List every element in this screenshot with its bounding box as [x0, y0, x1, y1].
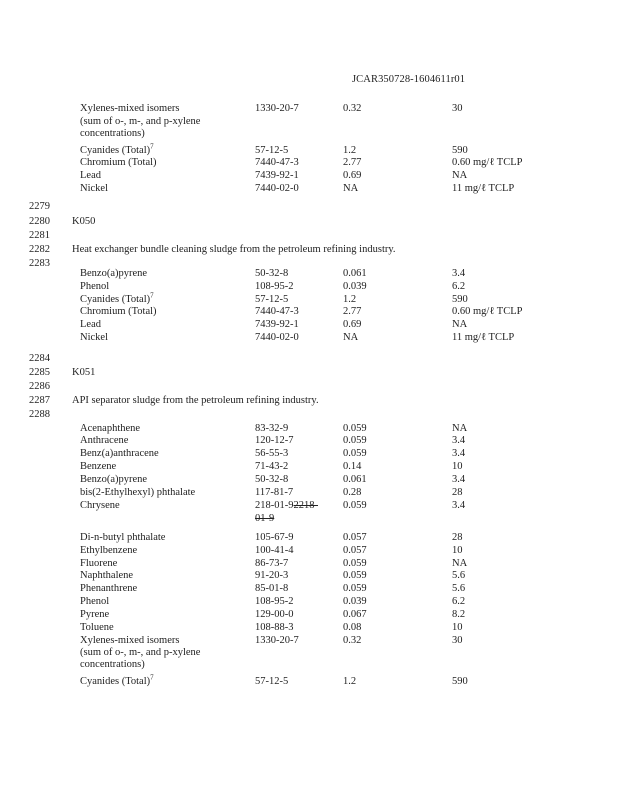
wastewater-standard: 0.039 — [343, 281, 367, 292]
wastewater-standard: 0.057 — [343, 545, 367, 556]
constituent-name — [80, 609, 109, 620]
line-number: 2286 — [29, 381, 50, 392]
cas-number-text: 56-55-3 — [255, 448, 289, 459]
cas-number — [255, 448, 288, 459]
cas-number — [255, 157, 299, 168]
constituent-name — [80, 183, 108, 194]
nonwastewater-standard: NA — [452, 558, 468, 569]
cas-number-text: 108-95-2 — [255, 596, 294, 607]
cas-number — [255, 635, 299, 646]
waste-description-k051: API separator sludge from the petroleum refining industry. — [72, 395, 319, 406]
constituent-name — [80, 647, 200, 658]
table-row — [80, 673, 620, 688]
cas-number — [255, 583, 288, 594]
constituent-name-text: Xylenes-mixed isomers — [80, 103, 180, 114]
constituent-name-text: Lead — [80, 170, 101, 181]
constituent-name-text: (sum of o-, m-, and p-xylene — [80, 647, 201, 658]
table-row — [80, 306, 620, 318]
cas-number — [255, 103, 299, 114]
constituent-name-text: Chrysene — [80, 500, 120, 511]
constituent-name-text: Phenol — [80, 281, 110, 292]
table-row — [80, 423, 620, 435]
line-number: 2282 — [29, 244, 50, 255]
wastewater-standard: 0.69 — [343, 319, 362, 330]
wastewater-standard: 0.059 — [343, 570, 367, 581]
cas-number-text: 108-95-2 — [255, 281, 294, 292]
cas-number — [255, 570, 288, 581]
cas-number-text: 108-88-3 — [255, 622, 294, 633]
table-row — [80, 532, 620, 544]
table-row — [80, 435, 620, 447]
struck-cas-number: 2218- — [293, 500, 318, 511]
cas-number — [255, 676, 288, 687]
constituent-name-text: Acenaphthene — [80, 423, 141, 434]
table-row — [80, 570, 620, 582]
cas-number-text: 57-12-5 — [255, 676, 289, 687]
cas-number-text: 57-12-5 — [255, 145, 289, 156]
constituent-name — [80, 659, 145, 670]
table-row — [80, 103, 620, 115]
cas-number-text: 7439-92-1 — [255, 319, 299, 330]
table-row — [80, 319, 620, 331]
constituent-name-text: Benzo(a)pyrene — [80, 268, 148, 279]
line-number: 2287 — [29, 395, 50, 406]
constituent-name — [80, 116, 200, 127]
cas-number-text: 120-12-7 — [255, 435, 294, 446]
struck-cas-number: 01-9 — [255, 513, 275, 524]
cas-number-text: 50-32-8 — [255, 268, 289, 279]
constituent-name-text: Pyrene — [80, 609, 110, 620]
cas-number-text: 218-01-9 — [255, 500, 294, 511]
wastewater-standard: 0.059 — [343, 500, 367, 511]
constituent-name — [80, 448, 159, 459]
constituent-name — [80, 128, 145, 139]
constituent-name-text: Cyanides (Total) — [80, 676, 151, 687]
nonwastewater-standard: 10 — [452, 461, 463, 472]
wastewater-standard: 0.039 — [343, 596, 367, 607]
cas-number-text: 7439-92-1 — [255, 170, 299, 181]
table-row — [80, 545, 620, 557]
cas-number — [255, 294, 288, 305]
table-row — [80, 487, 620, 499]
nonwastewater-standard: NA — [452, 423, 468, 434]
constituent-name — [80, 673, 154, 687]
table-row — [80, 116, 620, 128]
wastewater-standard: 2.77 — [343, 157, 362, 168]
constituent-name — [80, 622, 114, 633]
footnote-marker: 7 — [150, 142, 154, 151]
table-row — [80, 448, 620, 460]
nonwastewater-standard: 6.2 — [452, 281, 466, 292]
constituent-name-text: Chromium (Total) — [80, 157, 157, 168]
wastewater-standard: 1.2 — [343, 145, 357, 156]
wastewater-standard: 2.77 — [343, 306, 362, 317]
cas-number — [255, 513, 274, 524]
cas-number — [255, 532, 294, 543]
nonwastewater-standard: 3.4 — [452, 474, 466, 485]
table-row — [80, 461, 620, 473]
nonwastewater-standard: 10 — [452, 545, 463, 556]
cas-number-text: 105-67-9 — [255, 532, 294, 543]
constituent-name — [80, 423, 140, 434]
constituent-name — [80, 268, 147, 279]
constituent-name-text: Nickel — [80, 332, 108, 343]
nonwastewater-standard: 30 — [452, 103, 463, 114]
waste-code-k050: K050 — [72, 216, 96, 227]
table-row — [80, 157, 620, 169]
constituent-name-text: Cyanides (Total) — [80, 294, 151, 305]
nonwastewater-standard: 0.60 mg/ℓ TCLP — [452, 306, 523, 317]
cas-number — [255, 609, 294, 620]
line-number: 2281 — [29, 230, 50, 241]
constituent-name-text: Di-n-butyl phthalate — [80, 532, 166, 543]
table-row — [80, 183, 620, 195]
cas-number — [255, 545, 294, 556]
constituent-name — [80, 532, 165, 543]
nonwastewater-standard: 3.4 — [452, 268, 466, 279]
constituent-name-text: Cyanides (Total) — [80, 145, 151, 156]
cas-number — [255, 435, 294, 446]
cas-number — [255, 423, 288, 434]
line-number: 2283 — [29, 258, 50, 269]
cas-number-text: 7440-47-3 — [255, 306, 299, 317]
cas-number — [255, 170, 299, 181]
cas-number-text: 85-01-8 — [255, 583, 289, 594]
cas-number-text: 86-73-7 — [255, 558, 289, 569]
cas-number-text: 7440-47-3 — [255, 157, 299, 168]
cas-number — [255, 558, 288, 569]
wastewater-standard: 0.32 — [343, 635, 362, 646]
constituent-name — [80, 170, 101, 181]
table-row — [80, 647, 620, 659]
nonwastewater-standard: 8.2 — [452, 609, 466, 620]
nonwastewater-standard: NA — [452, 170, 468, 181]
constituent-name — [80, 157, 157, 168]
cas-number-text: 83-32-9 — [255, 423, 289, 434]
table-row — [80, 500, 620, 512]
cas-number — [255, 281, 294, 292]
table-row — [80, 474, 620, 486]
table-row — [80, 170, 620, 182]
constituent-name — [80, 461, 116, 472]
constituent-name-text: Toluene — [80, 622, 114, 633]
wastewater-standard: 1.2 — [343, 676, 357, 687]
table-row — [80, 609, 620, 621]
line-number: 2279 — [29, 201, 50, 212]
table-row — [80, 635, 620, 647]
constituent-name — [80, 596, 109, 607]
nonwastewater-standard: 590 — [452, 294, 468, 305]
constituent-name-text: concentrations) — [80, 128, 145, 139]
wastewater-standard: 0.69 — [343, 170, 362, 181]
wastewater-standard: 0.059 — [343, 583, 367, 594]
constituent-name-text: concentrations) — [80, 659, 145, 670]
nonwastewater-standard: 5.6 — [452, 583, 466, 594]
constituent-name — [80, 291, 154, 305]
table-row — [80, 128, 620, 140]
cas-number — [255, 183, 299, 194]
nonwastewater-standard: 11 mg/ℓ TCLP — [452, 332, 515, 343]
wastewater-standard: 0.32 — [343, 103, 362, 114]
nonwastewater-standard: 6.2 — [452, 596, 466, 607]
cas-number — [255, 319, 299, 330]
constituent-name-text: Phenol — [80, 596, 110, 607]
nonwastewater-standard: 3.4 — [452, 435, 466, 446]
constituent-name-text: Benz(a)anthracene — [80, 448, 159, 459]
cas-number — [255, 461, 288, 472]
wastewater-standard: NA — [343, 183, 359, 194]
cas-number-text: 50-32-8 — [255, 474, 289, 485]
wastewater-standard: 0.28 — [343, 487, 362, 498]
constituent-name — [80, 558, 117, 569]
table-row — [80, 332, 620, 344]
nonwastewater-standard: 0.60 mg/ℓ TCLP — [452, 157, 523, 168]
cas-number-text: 1330-20-7 — [255, 635, 299, 646]
constituent-name-text: Fluorene — [80, 558, 118, 569]
table-row — [80, 281, 620, 293]
cas-number — [255, 596, 294, 607]
constituent-name — [80, 435, 128, 446]
nonwastewater-standard: 28 — [452, 487, 463, 498]
table-row — [80, 596, 620, 608]
table-row — [80, 513, 620, 525]
nonwastewater-standard: 28 — [452, 532, 463, 543]
table-row — [80, 268, 620, 280]
footnote-marker: 7 — [150, 291, 154, 300]
constituent-name-text: Benzene — [80, 461, 117, 472]
wastewater-standard: 0.059 — [343, 448, 367, 459]
cas-number-text: 71-43-2 — [255, 461, 289, 472]
wastewater-standard: 1.2 — [343, 294, 357, 305]
line-number: 2284 — [29, 353, 50, 364]
wastewater-standard: 0.059 — [343, 423, 367, 434]
constituent-name-text: Xylenes-mixed isomers — [80, 635, 180, 646]
constituent-name-text: bis(2-Ethylhexyl) phthalate — [80, 487, 196, 498]
cas-number — [255, 332, 299, 343]
constituent-name — [80, 332, 108, 343]
nonwastewater-standard: 30 — [452, 635, 463, 646]
table-row — [80, 558, 620, 570]
cas-number — [255, 306, 299, 317]
nonwastewater-standard: NA — [452, 319, 468, 330]
wastewater-standard: 0.067 — [343, 609, 367, 620]
footnote-marker: 7 — [150, 673, 154, 682]
nonwastewater-standard: 590 — [452, 676, 468, 687]
cas-number-text: 129-00-0 — [255, 609, 294, 620]
cas-number-text: 100-41-4 — [255, 545, 294, 556]
table-row — [80, 142, 620, 157]
table-row — [80, 622, 620, 634]
wastewater-standard: 0.059 — [343, 435, 367, 446]
constituent-name — [80, 142, 154, 156]
constituent-name-text: Anthracene — [80, 435, 129, 446]
table-row — [80, 659, 620, 671]
cas-number-text: 91-20-3 — [255, 570, 289, 581]
cas-number — [255, 500, 318, 511]
constituent-name — [80, 583, 137, 594]
constituent-name — [80, 474, 147, 485]
cas-number — [255, 487, 293, 498]
nonwastewater-standard: 5.6 — [452, 570, 466, 581]
constituent-name — [80, 306, 157, 317]
cas-number — [255, 268, 288, 279]
nonwastewater-standard: 10 — [452, 622, 463, 633]
wastewater-standard: 0.061 — [343, 268, 367, 279]
constituent-name-text: (sum of o-, m-, and p-xylene — [80, 116, 201, 127]
constituent-name-text: Phenanthrene — [80, 583, 138, 594]
constituent-name — [80, 570, 133, 581]
nonwastewater-standard: 11 mg/ℓ TCLP — [452, 183, 515, 194]
table-row — [80, 291, 620, 306]
constituent-name-text: Ethylbenzene — [80, 545, 138, 556]
nonwastewater-standard: 3.4 — [452, 448, 466, 459]
nonwastewater-standard: 3.4 — [452, 500, 466, 511]
wastewater-standard: NA — [343, 332, 359, 343]
cas-number-text: 7440-02-0 — [255, 183, 299, 194]
nonwastewater-standard: 590 — [452, 145, 468, 156]
constituent-name — [80, 500, 120, 511]
constituent-name — [80, 545, 137, 556]
wastewater-standard: 0.057 — [343, 532, 367, 543]
wastewater-standard: 0.08 — [343, 622, 362, 633]
waste-description-k050: Heat exchanger bundle cleaning sludge from the petroleum refining industry. — [72, 244, 396, 255]
constituent-name — [80, 635, 179, 646]
constituent-name — [80, 103, 179, 114]
document-id-header: JCAR350728-1604611r01 — [352, 74, 466, 85]
constituent-name — [80, 281, 109, 292]
constituent-name — [80, 319, 101, 330]
constituent-name-text: Naphthalene — [80, 570, 134, 581]
cas-number-text: 117-81-7 — [255, 487, 294, 498]
cas-number — [255, 145, 288, 156]
constituent-name-text: Lead — [80, 319, 101, 330]
cas-number-text: 57-12-5 — [255, 294, 289, 305]
line-number: 2288 — [29, 409, 50, 420]
line-number: 2280 — [29, 216, 50, 227]
cas-number — [255, 474, 288, 485]
table-row — [80, 583, 620, 595]
cas-number-text: 7440-02-0 — [255, 332, 299, 343]
wastewater-standard: 0.059 — [343, 558, 367, 569]
constituent-name — [80, 487, 195, 498]
wastewater-standard: 0.14 — [343, 461, 362, 472]
line-number: 2285 — [29, 367, 50, 378]
constituent-name-text: Benzo(a)pyrene — [80, 474, 148, 485]
cas-number — [255, 622, 294, 633]
wastewater-standard: 0.061 — [343, 474, 367, 485]
constituent-name-text: Nickel — [80, 183, 108, 194]
constituent-name-text: Chromium (Total) — [80, 306, 157, 317]
waste-code-k051: K051 — [72, 367, 96, 378]
cas-number-text: 1330-20-7 — [255, 103, 299, 114]
